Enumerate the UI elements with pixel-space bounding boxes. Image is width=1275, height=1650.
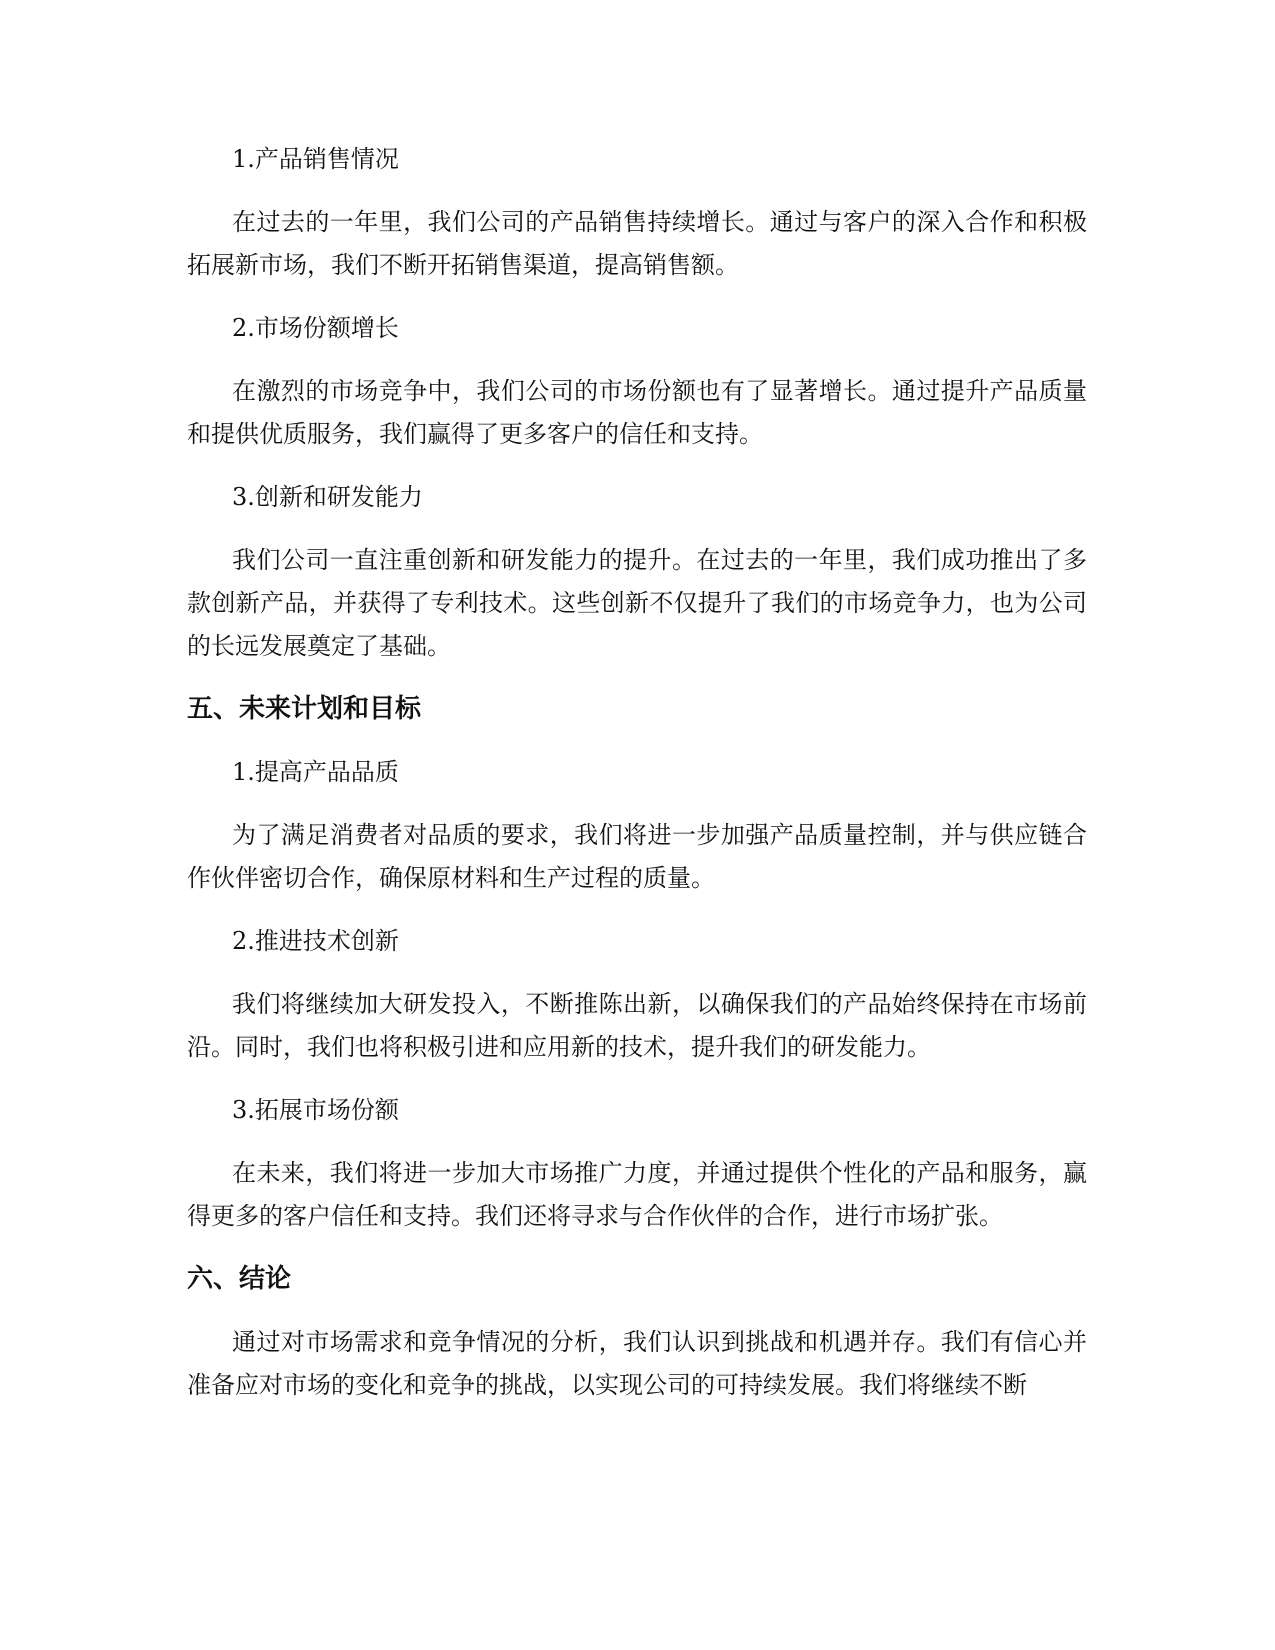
section-heading-future-plans: 五、未来计划和目标 bbox=[187, 694, 422, 724]
paragraph-tech-innovation: 我们将继续加大研发投入，不断推陈出新，以确保我们的产品始终保持在市场前沿。同时，我们也将积极引进和应用新的技术，提升我们的研发能力。 bbox=[187, 990, 1087, 1061]
subheading-product-sales: 1.产品销售情况 bbox=[232, 145, 399, 173]
document-body bbox=[187, 138, 1087, 1427]
subheading-expand-market: 3.拓展市场份额 bbox=[232, 1096, 399, 1124]
paragraph-product-sales: 在过去的一年里，我们公司的产品销售持续增长。通过与客户的深入合作和积极拓展新市场，我们不断开拓销售渠道，提高销售额。 bbox=[187, 208, 1087, 279]
subheading-tech-innovation: 2.推进技术创新 bbox=[232, 927, 399, 955]
subheading-product-quality: 1.提高产品品质 bbox=[232, 758, 399, 786]
subheading-market-share-growth: 2.市场份额增长 bbox=[232, 314, 399, 342]
paragraph-expand-market: 在未来，我们将进一步加大市场推广力度，并通过提供个性化的产品和服务，赢得更多的客户信任和支持。我们还将寻求与合作伙伴的合作，进行市场扩张。 bbox=[187, 1159, 1087, 1230]
section-heading-conclusion: 六、结论 bbox=[187, 1264, 292, 1294]
paragraph-product-quality: 为了满足消费者对品质的要求，我们将进一步加强产品质量控制，并与供应链合作伙伴密切合作，确保原材料和生产过程的质量。 bbox=[187, 821, 1087, 892]
subheading-innovation-rd: 3.创新和研发能力 bbox=[232, 483, 423, 511]
paragraph-innovation-rd: 我们公司一直注重创新和研发能力的提升。在过去的一年里，我们成功推出了多款创新产品，并获得了专利技术。这些创新不仅提升了我们的市场竞争力，也为公司的长远发展奠定了基础。 bbox=[187, 546, 1087, 660]
paragraph-market-share-growth: 在激烈的市场竞争中，我们公司的市场份额也有了显著增长。通过提升产品质量和提供优质服务，我们赢得了更多客户的信任和支持。 bbox=[187, 377, 1087, 448]
paragraph-conclusion: 通过对市场需求和竞争情况的分析，我们认识到挑战和机遇并存。我们有信心并准备应对市场的变化和竞争的挑战，以实现公司的可持续发展。我们将继续不断 bbox=[187, 1328, 1087, 1399]
